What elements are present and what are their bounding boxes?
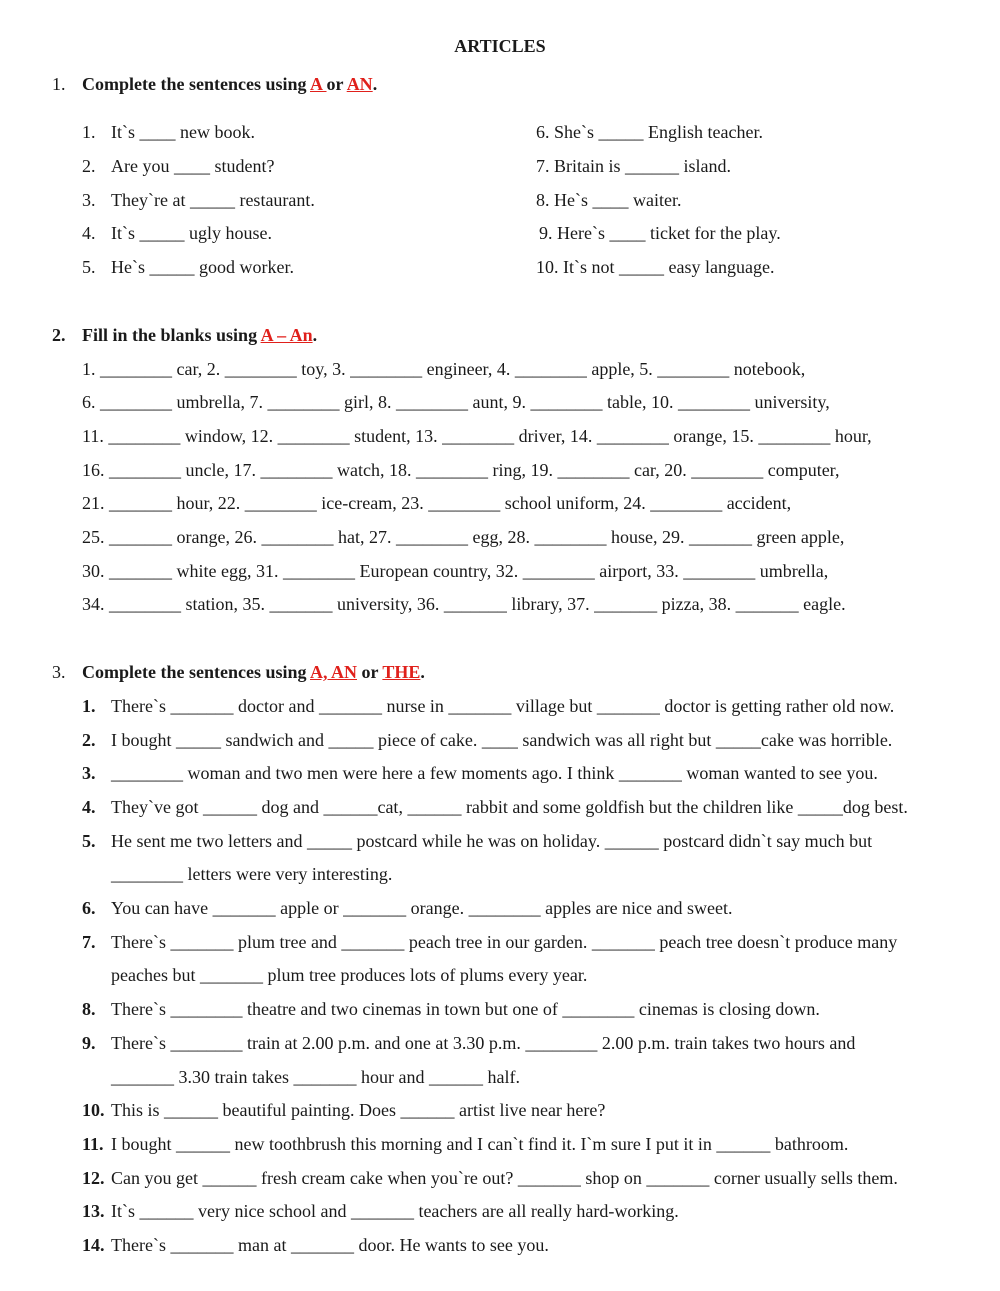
- s3-item-7-continued: peaches but _______ plum tree produces lots of plums every year.: [111, 965, 588, 985]
- s3-item-number: 10.: [82, 1100, 105, 1120]
- s2-row-1: 1. ________ car, 2. ________ toy, 3. ________ engineer, 4. ________ apple, 5. ________ notebook,: [82, 359, 806, 379]
- s3-item-text: Can you get ______ fresh cream cake when you`re out? _______ shop on _______ corner usually sells them.: [111, 1168, 898, 1188]
- s3-item-text: ________ woman and two men were here a few moments ago. I think _______ woman wanted to see you.: [111, 763, 878, 783]
- s2-row-7: 30. _______ white egg, 31. ________ European country, 32. ________ airport, 33. ________ umbrella,: [82, 561, 829, 581]
- s3-item-6: [82, 897, 733, 919]
- s3-item-1: [82, 695, 894, 717]
- s1-item-5: [82, 256, 294, 278]
- s3-item-number: 3.: [82, 763, 96, 783]
- s3-item-text: They`ve got ______ dog and ______cat, ______ rabbit and some goldfish but the children like _____dog best.: [111, 797, 908, 817]
- s2-row-3: 11. ________ window, 12. ________ student, 13. ________ driver, 14. ________ orange, 15. ________ hour,: [82, 426, 872, 446]
- section2-heading: [82, 324, 317, 346]
- s2-row-2: 6. ________ umbrella, 7. ________ girl, 8. ________ aunt, 9. ________ table, 10. ________ university,: [82, 392, 830, 412]
- s3-item-number: 9.: [82, 1033, 96, 1053]
- s1-item-1: [82, 121, 255, 143]
- s3-item-text: I bought ______ new toothbrush this morning and I can`t find it. I`m sure I put it in ______ bathroom.: [111, 1134, 849, 1154]
- s3-item-8: [82, 998, 820, 1020]
- s3-item-number: 7.: [82, 932, 96, 952]
- section2-option-a-an: A – An: [260, 325, 313, 345]
- s1-item-2: [82, 155, 274, 177]
- s1-item-text: It`s _____ ugly house.: [111, 223, 272, 243]
- section2-number: 2.: [52, 325, 66, 345]
- s1-item-7: 7. Britain is ______ island.: [536, 156, 731, 176]
- section1-heading-text: Complete the sentences using: [82, 74, 310, 94]
- s3-item-number: 14.: [82, 1235, 105, 1255]
- s1-item-text: It`s ____ new book.: [111, 122, 255, 142]
- s3-item-text: There`s _______ man at _______ door. He wants to see you.: [111, 1235, 549, 1255]
- s3-item-text: There`s ________ train at 2.00 p.m. and one at 3.30 p.m. ________ 2.00 p.m. train takes two hours and: [111, 1033, 856, 1053]
- s3-item-11: [82, 1133, 848, 1155]
- section3-option-a-an: A, AN: [310, 662, 358, 682]
- section1-heading: [82, 73, 377, 95]
- s1-item-10: 10. It`s not _____ easy language.: [536, 257, 775, 277]
- section3-heading-end: .: [420, 662, 425, 682]
- s3-item-number: 13.: [82, 1201, 105, 1221]
- s3-item-text: I bought _____ sandwich and _____ piece of cake. ____ sandwich was all right but _____cake was horrible.: [111, 730, 893, 750]
- section2-heading-text: Fill in the blanks using: [82, 325, 261, 345]
- s1-item-number: 3.: [82, 190, 96, 210]
- s3-item-text: This is ______ beautiful painting. Does ______ artist live near here?: [111, 1100, 606, 1120]
- section3-heading: [82, 661, 425, 683]
- s3-item-text: There`s _______ doctor and _______ nurse in _______ village but _______ doctor is getting rather old now.: [111, 696, 895, 716]
- s2-row-8: 34. ________ station, 35. _______ university, 36. _______ library, 37. _______ pizza, 38. _______ eagle.: [82, 594, 846, 614]
- s1-item-8: 8. He`s ____ waiter.: [536, 190, 682, 210]
- section1-number: 1.: [52, 74, 66, 94]
- s3-item-9: [82, 1032, 855, 1054]
- s3-item-text: There`s ________ theatre and two cinemas in town but one of ________ cinemas is closing down.: [111, 999, 820, 1019]
- section2-heading-end: .: [312, 325, 318, 345]
- s3-item-3: [82, 762, 878, 784]
- s1-item-number: 2.: [82, 156, 96, 176]
- s3-item-12: [82, 1167, 898, 1189]
- section1-option-an: AN: [346, 74, 373, 94]
- s1-item-text: They`re at _____ restaurant.: [111, 190, 315, 210]
- s3-item-text: He sent me two letters and _____ postcard while he was on holiday. ______ postcard didn`t say much but: [111, 831, 873, 851]
- section3-heading-text: Complete the sentences using: [82, 662, 310, 682]
- s3-item-13: [82, 1200, 679, 1222]
- s3-item-5-continued: ________ letters were very interesting.: [111, 864, 393, 884]
- page-title: ARTICLES: [454, 36, 546, 56]
- section3-heading-or: or: [357, 662, 383, 682]
- s1-item-number: 4.: [82, 223, 96, 243]
- s1-item-text: Are you ____ student?: [111, 156, 275, 176]
- s3-item-5: [82, 830, 872, 852]
- s3-item-2: [82, 729, 892, 751]
- section3-number: 3.: [52, 662, 66, 682]
- section1-heading-end: .: [372, 74, 378, 94]
- s1-item-number: 1.: [82, 122, 96, 142]
- s1-item-3: [82, 189, 315, 211]
- s1-item-6: 6. She`s _____ English teacher.: [536, 122, 763, 142]
- s1-item-4: [82, 222, 272, 244]
- s3-item-14: [82, 1234, 549, 1256]
- s3-item-number: 4.: [82, 797, 96, 817]
- section3-option-the: THE: [382, 662, 421, 682]
- s3-item-number: 2.: [82, 730, 96, 750]
- s3-item-number: 6.: [82, 898, 96, 918]
- s3-item-number: 12.: [82, 1168, 105, 1188]
- s3-item-number: 8.: [82, 999, 96, 1019]
- s3-item-10: [82, 1099, 605, 1121]
- s3-item-text: There`s _______ plum tree and _______ peach tree in our garden. _______ peach tree doesn`t produce many: [111, 932, 898, 952]
- s3-item-number: 1.: [82, 696, 96, 716]
- s1-item-9: 9. Here`s ____ ticket for the play.: [539, 223, 781, 243]
- s3-item-text: You can have _______ apple or _______ orange. ________ apples are nice and sweet.: [111, 898, 733, 918]
- section1-heading-or: or: [326, 74, 347, 94]
- s3-item-number: 11.: [82, 1134, 104, 1154]
- s3-item-number: 5.: [82, 831, 96, 851]
- s2-row-5: 21. _______ hour, 22. ________ ice-cream, 23. ________ school uniform, 24. ________ accident,: [82, 493, 792, 513]
- s3-item-7: [82, 931, 897, 953]
- s3-item-4: [82, 796, 908, 818]
- s1-item-text: He`s _____ good worker.: [111, 257, 294, 277]
- s3-item-9-continued: _______ 3.30 train takes _______ hour and ______ half.: [111, 1067, 520, 1087]
- s1-item-number: 5.: [82, 257, 96, 277]
- s2-row-6: 25. _______ orange, 26. ________ hat, 27. ________ egg, 28. ________ house, 29. _______ green apple,: [82, 527, 845, 547]
- section1-option-a: A: [310, 74, 327, 94]
- s3-item-text: It`s ______ very nice school and _______ teachers are all really hard-working.: [111, 1201, 679, 1221]
- s2-row-4: 16. ________ uncle, 17. ________ watch, 18. ________ ring, 19. ________ car, 20. ________ computer,: [82, 460, 840, 480]
